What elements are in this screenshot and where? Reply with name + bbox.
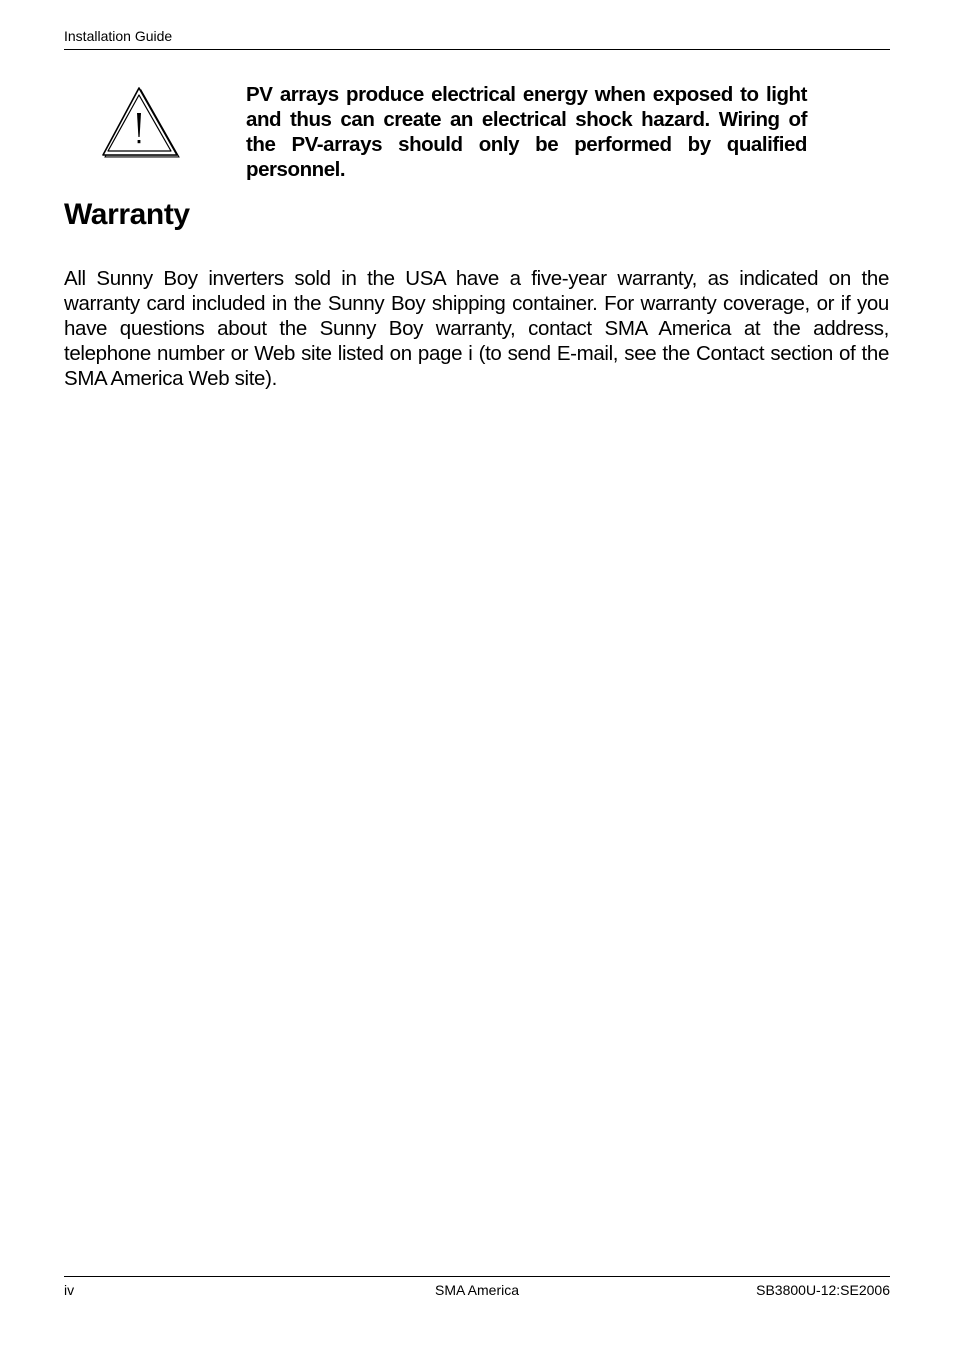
warning-triangle-icon bbox=[101, 87, 181, 159]
warning-message: PV arrays produce electrical energy when exposed to light and thus can create an electrical shock hazard. Wiring of the PV-arrays should only be performed by qualified personnel. bbox=[246, 83, 807, 181]
footer-page-number: iv bbox=[64, 1282, 75, 1298]
page-footer bbox=[64, 1276, 890, 1301]
header-title: Installation Guide bbox=[64, 28, 173, 44]
section-title: Warranty bbox=[64, 198, 190, 231]
footer-company: SMA America bbox=[434, 1282, 520, 1298]
page-header bbox=[64, 27, 890, 50]
footer-document-code: SB3800U-12:SE2006 bbox=[756, 1282, 890, 1298]
warranty-paragraph: All Sunny Boy inverters sold in the USA have a five-year warranty, as indicated on the warranty card included in the Sunny Boy shipping container. For warranty coverage, or if you have questions about the Sunny Boy warranty, contact SMA America at the address, telephone number or Web site listed on page i (to send E-mail, see the Contact section of the SMA America Web site). bbox=[64, 267, 889, 390]
